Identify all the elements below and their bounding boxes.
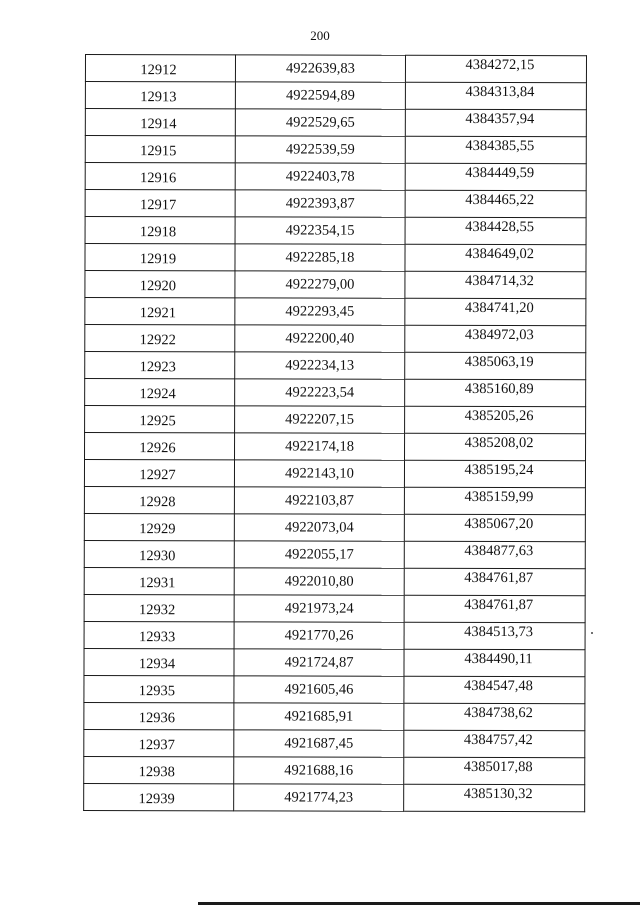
- point-number-value: 12929: [139, 520, 176, 537]
- y-coordinate-value: 4384449,59: [465, 164, 535, 181]
- x-coordinate-cell: [235, 271, 405, 298]
- point-number-value: 12921: [139, 304, 177, 321]
- point-number-value: 12912: [140, 61, 177, 78]
- x-coordinate-value: 4922103,87: [284, 492, 354, 509]
- x-coordinate-value: 4922293,45: [285, 303, 355, 320]
- x-coordinate-cell: [234, 514, 404, 541]
- x-coordinate-cell: [234, 730, 404, 757]
- point-number-value: 12917: [139, 196, 177, 213]
- x-coordinate-value: 4921688,16: [284, 762, 354, 779]
- x-coordinate-value: 4922073,04: [284, 519, 354, 536]
- y-coordinate-cell: [404, 676, 585, 703]
- x-coordinate-value: 4921973,24: [284, 600, 354, 617]
- y-coordinate-cell: [404, 730, 585, 757]
- y-coordinate-value: 4384513,73: [464, 623, 534, 640]
- point-number-value: 12938: [138, 763, 175, 780]
- table-row: [84, 486, 585, 514]
- y-coordinate-value: 4384490,11: [464, 650, 533, 667]
- y-coordinate-cell: [404, 568, 585, 595]
- point-number-cell: [84, 675, 234, 702]
- y-coordinate-cell: [404, 460, 585, 487]
- x-coordinate-cell: [234, 460, 404, 487]
- x-coordinate-cell: [235, 298, 405, 325]
- point-number-value: 12920: [139, 277, 177, 294]
- point-number-cell: [85, 217, 235, 244]
- x-coordinate-cell: [234, 649, 404, 676]
- y-coordinate-value: 4385205,26: [464, 407, 534, 424]
- table-row: [85, 406, 586, 434]
- table-row: [84, 675, 585, 703]
- table-row: [84, 621, 585, 649]
- x-coordinate-cell: [235, 55, 405, 82]
- table-row: [84, 702, 585, 730]
- point-number-value: 12935: [138, 682, 176, 699]
- x-coordinate-cell: [234, 622, 404, 649]
- y-coordinate-cell: [405, 271, 586, 298]
- point-number-cell: [84, 648, 234, 675]
- y-coordinate-value: 4384313,84: [465, 83, 535, 100]
- table-row: [84, 513, 585, 541]
- x-coordinate-value: 4922529,65: [285, 114, 355, 131]
- x-coordinate-cell: [235, 217, 405, 244]
- x-coordinate-value: 4922285,18: [285, 249, 355, 266]
- y-coordinate-value: 4385067,20: [464, 515, 534, 532]
- x-coordinate-cell: [234, 757, 404, 784]
- point-number-value: 12915: [140, 142, 177, 159]
- table-row: [85, 271, 586, 299]
- y-coordinate-cell: [404, 514, 585, 541]
- point-number-cell: [84, 594, 234, 621]
- y-coordinate-value: 4384649,02: [465, 245, 534, 262]
- x-coordinate-value: 4921774,23: [284, 789, 354, 806]
- y-coordinate-cell: [404, 703, 585, 730]
- x-coordinate-value: 4922354,15: [285, 222, 355, 239]
- table-row: [85, 244, 586, 272]
- y-coordinate-cell: [404, 487, 585, 514]
- point-number-value: 12924: [139, 385, 176, 402]
- x-coordinate-cell: [234, 784, 404, 811]
- y-coordinate-cell: [404, 541, 585, 568]
- coordinates-table-body: [84, 55, 587, 812]
- table-row: [85, 136, 586, 164]
- x-coordinate-value: 4922393,87: [285, 195, 355, 212]
- x-coordinate-cell: [235, 109, 405, 136]
- point-number-value: 12926: [139, 439, 176, 456]
- y-coordinate-cell: [404, 649, 585, 676]
- y-coordinate-cell: [404, 622, 585, 649]
- y-coordinate-value: 4384761,87: [464, 569, 534, 586]
- point-number-cell: [85, 433, 235, 460]
- x-coordinate-value: 4922174,18: [285, 438, 354, 455]
- table-row: [85, 55, 586, 83]
- table-row: [84, 567, 585, 595]
- point-number-cell: [85, 352, 235, 379]
- point-number-cell: [85, 379, 235, 406]
- table-row: [85, 433, 586, 461]
- point-number-value: 12913: [140, 88, 177, 105]
- y-coordinate-value: 4384385,55: [465, 137, 535, 154]
- point-number-cell: [85, 163, 235, 190]
- y-coordinate-cell: [404, 784, 585, 811]
- point-number-cell: [84, 513, 234, 540]
- point-number-value: 12936: [138, 709, 176, 726]
- point-number-value: 12937: [138, 736, 175, 753]
- y-coordinate-value: 4385159,99: [464, 488, 534, 505]
- y-coordinate-value: 4385160,89: [464, 380, 534, 397]
- y-coordinate-value: 4384428,55: [465, 218, 535, 235]
- table-row: [85, 352, 586, 380]
- y-coordinate-cell: [405, 55, 586, 82]
- y-coordinate-cell: [405, 82, 586, 109]
- y-coordinate-value: 4385063,19: [464, 353, 534, 370]
- point-number-value: 12931: [139, 574, 176, 591]
- table-row: [84, 540, 585, 568]
- point-number-cell: [85, 244, 235, 271]
- y-coordinate-value: 4384972,03: [464, 326, 534, 343]
- y-coordinate-value: 4384547,48: [464, 677, 533, 694]
- table-row: [85, 109, 586, 137]
- y-coordinate-value: 4384465,22: [465, 191, 535, 208]
- y-coordinate-value: 4385130,32: [463, 785, 533, 802]
- point-number-value: 12927: [139, 466, 176, 483]
- table-row: [84, 648, 585, 676]
- x-coordinate-cell: [235, 163, 405, 190]
- point-number-cell: [85, 406, 235, 433]
- x-coordinate-cell: [234, 595, 404, 622]
- table-row: [85, 163, 586, 191]
- scan-speck: [591, 632, 593, 634]
- y-coordinate-cell: [405, 163, 586, 190]
- point-number-cell: [84, 486, 234, 513]
- y-coordinate-cell: [404, 595, 585, 622]
- y-coordinate-cell: [405, 379, 586, 406]
- point-number-cell: [84, 783, 234, 810]
- table-row: [84, 460, 585, 488]
- x-coordinate-cell: [235, 136, 405, 163]
- x-coordinate-cell: [235, 190, 405, 217]
- table-row: [84, 756, 585, 784]
- y-coordinate-cell: [405, 325, 586, 352]
- point-number-cell: [85, 271, 235, 298]
- y-coordinate-cell: [405, 109, 586, 136]
- table-row: [85, 379, 586, 407]
- point-number-value: 12918: [139, 223, 177, 240]
- point-number-cell: [85, 82, 235, 109]
- x-coordinate-value: 4922055,17: [284, 546, 354, 563]
- table-row: [85, 298, 586, 326]
- y-coordinate-cell: [405, 352, 586, 379]
- x-coordinate-cell: [235, 379, 405, 406]
- y-coordinate-value: 4384741,20: [464, 299, 534, 316]
- point-number-cell: [84, 460, 234, 487]
- x-coordinate-value: 4921605,46: [284, 681, 354, 698]
- point-number-value: 12914: [140, 115, 177, 132]
- table-row: [85, 325, 586, 353]
- x-coordinate-cell: [234, 568, 404, 595]
- x-coordinate-cell: [235, 406, 405, 433]
- y-coordinate-cell: [405, 406, 586, 433]
- x-coordinate-value: 4922143,10: [285, 465, 354, 482]
- x-coordinate-value: 4921685,91: [284, 708, 354, 725]
- y-coordinate-cell: [405, 433, 586, 460]
- table-row: [84, 729, 585, 757]
- x-coordinate-cell: [234, 703, 404, 730]
- x-coordinate-value: 4922234,13: [285, 357, 355, 374]
- point-number-cell: [85, 109, 235, 136]
- point-number-cell: [84, 621, 234, 648]
- x-coordinate-value: 4922539,59: [285, 141, 355, 158]
- x-coordinate-value: 4922279,00: [285, 276, 355, 293]
- point-number-value: 12922: [139, 331, 176, 348]
- x-coordinate-cell: [235, 433, 405, 460]
- x-coordinate-value: 4921724,87: [284, 654, 354, 671]
- x-coordinate-cell: [234, 487, 404, 514]
- y-coordinate-cell: [405, 136, 586, 163]
- point-number-value: 12916: [140, 169, 177, 186]
- y-coordinate-value: 4384738,62: [463, 704, 533, 721]
- point-number-cell: [84, 567, 234, 594]
- x-coordinate-cell: [235, 325, 405, 352]
- y-coordinate-cell: [405, 244, 586, 271]
- point-number-cell: [85, 190, 235, 217]
- point-number-cell: [85, 136, 235, 163]
- point-number-cell: [84, 729, 234, 756]
- x-coordinate-cell: [234, 676, 404, 703]
- table-row: [85, 217, 586, 245]
- page-number: 200: [310, 28, 330, 43]
- x-coordinate-value: 4921687,45: [284, 735, 354, 752]
- x-coordinate-value: 4922403,78: [285, 168, 355, 185]
- y-coordinate-value: 4385017,88: [463, 758, 533, 775]
- y-coordinate-cell: [405, 190, 586, 217]
- x-coordinate-cell: [235, 244, 405, 271]
- point-number-value: 12932: [138, 601, 176, 618]
- point-number-value: 12928: [139, 493, 176, 510]
- x-coordinate-cell: [234, 541, 404, 568]
- point-number-value: 12923: [139, 358, 176, 375]
- x-coordinate-value: 4922010,80: [284, 573, 354, 590]
- x-coordinate-value: 4922200,40: [285, 330, 355, 347]
- y-coordinate-value: 4384761,87: [464, 596, 534, 613]
- x-coordinate-value: 4921770,26: [284, 627, 354, 644]
- table-row: [84, 594, 585, 622]
- point-number-cell: [84, 702, 234, 729]
- point-number-value: 12930: [139, 547, 176, 564]
- table-row: [84, 783, 585, 811]
- point-number-cell: [84, 756, 234, 783]
- y-coordinate-value: 4385195,24: [464, 461, 534, 478]
- point-number-value: 12933: [138, 628, 176, 645]
- x-coordinate-cell: [235, 352, 405, 379]
- y-coordinate-cell: [405, 217, 586, 244]
- coordinates-table: [83, 54, 587, 812]
- point-number-cell: [85, 55, 235, 82]
- point-number-value: 12939: [138, 790, 175, 807]
- y-coordinate-cell: [404, 757, 585, 784]
- y-coordinate-value: 4384714,32: [464, 272, 534, 289]
- y-coordinate-value: 4384877,63: [464, 542, 534, 559]
- table-row: [85, 82, 586, 110]
- y-coordinate-value: 4384757,42: [463, 731, 533, 748]
- x-coordinate-value: 4922594,89: [285, 87, 355, 104]
- x-coordinate-value: 4922639,83: [286, 60, 355, 77]
- point-number-cell: [85, 325, 235, 352]
- point-number-value: 12919: [139, 250, 177, 267]
- table-row: [85, 190, 586, 218]
- point-number-value: 12934: [138, 655, 176, 672]
- point-number-value: 12925: [139, 412, 176, 429]
- y-coordinate-value: 4385208,02: [464, 434, 534, 451]
- y-coordinate-value: 4384357,94: [465, 110, 535, 127]
- y-coordinate-cell: [405, 298, 586, 325]
- x-coordinate-value: 4922223,54: [285, 384, 355, 401]
- y-coordinate-value: 4384272,15: [465, 56, 535, 73]
- point-number-cell: [85, 298, 235, 325]
- x-coordinate-value: 4922207,15: [285, 411, 355, 428]
- point-number-cell: [84, 540, 234, 567]
- x-coordinate-cell: [235, 82, 405, 109]
